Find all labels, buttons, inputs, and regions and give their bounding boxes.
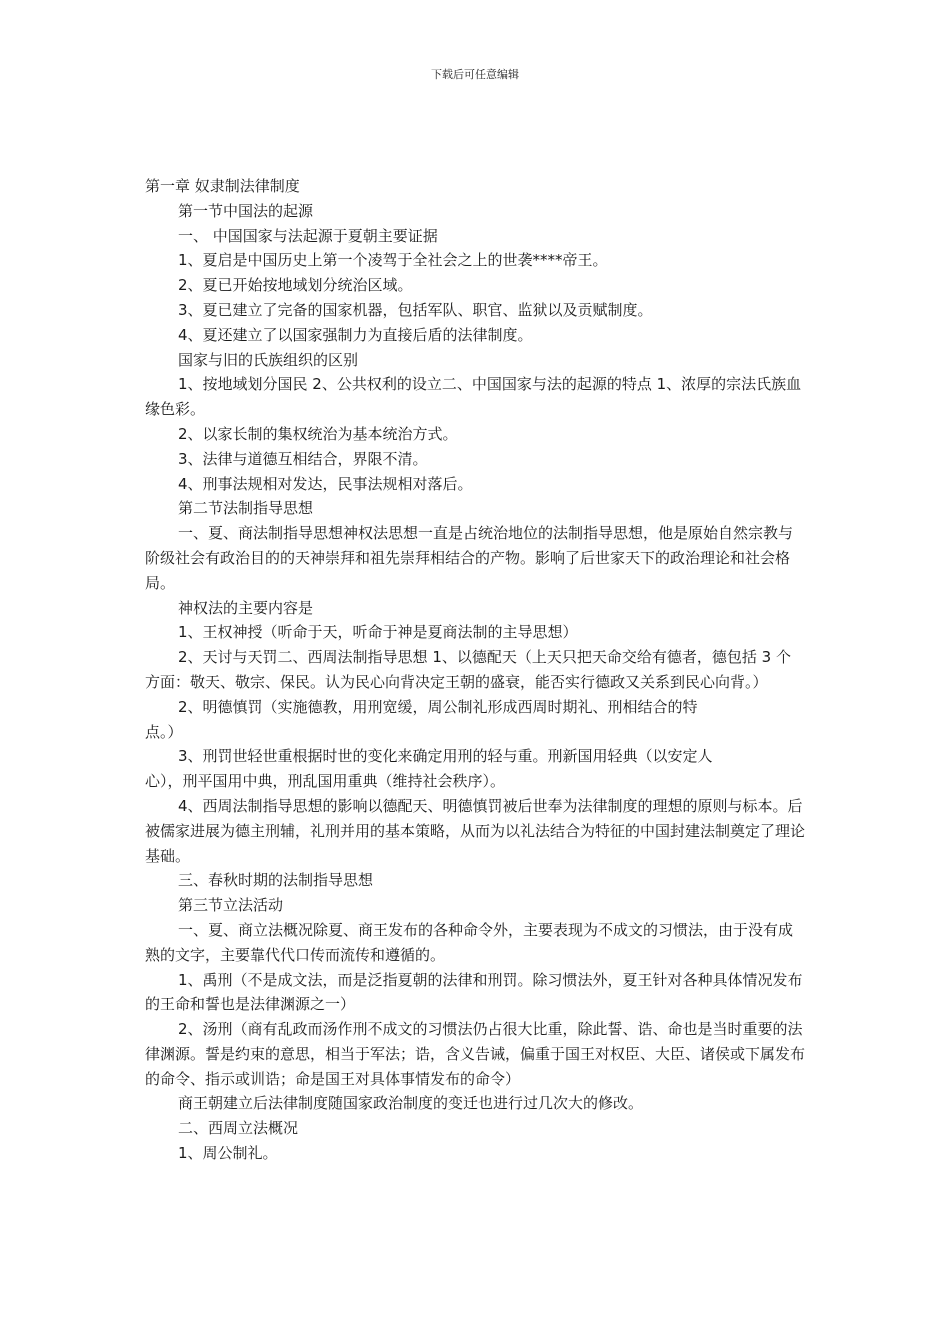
page-header: 下载后可任意编辑 xyxy=(431,68,519,81)
paragraph xyxy=(145,744,805,794)
sub-heading: 国家与旧的氏族组织的区别 xyxy=(178,350,359,369)
document-body xyxy=(145,174,805,1166)
paragraph-line: 点。） xyxy=(145,722,183,741)
sub-heading: 三、春秋时期的法制指导思想 xyxy=(178,871,374,890)
paragraph: 2、天讨与天罚二、西周法制指导思想 1、以德配天（上天只把天命交给有德者，德包括 3 个方面：敬天、敬宗、保民。认为民心向背决定王朝的盛衰，能否实行德政又关系到民心向背。） xyxy=(145,648,791,691)
paragraph-line: 2、明德慎罚（实施德教，用刑宽缓，周公制礼形成西周时期礼、刑相结合的特 xyxy=(178,697,698,716)
paragraph-line: 3、刑罚世轻世重根据时世的变化来确定用刑的轻与重。刑新国用轻典（以安定人 xyxy=(178,747,713,766)
paragraph: 4、刑事法规相对发达，民事法规相对落后。 xyxy=(178,474,473,493)
section-heading: 第一节中国法的起源 xyxy=(178,201,314,220)
paragraph: 1、王权神授（听命于天，听命于神是夏商法制的主导思想） xyxy=(178,623,578,642)
paragraph: 一、夏、商立法概况除夏、商王发布的各种命令外，主要表现为不成文的习惯法，由于没有成熟的文字，主要靠代代口传而流传和遵循的。 xyxy=(145,920,794,964)
paragraph: 2、夏已开始按地域划分统治区域。 xyxy=(178,276,413,295)
section-heading: 第三节立法活动 xyxy=(178,896,284,915)
paragraph: 1、按地域划分国民 2、公共权利的设立二、中国国家与法的起源的特点 1、浓厚的宗法氏族血缘色彩。 xyxy=(145,375,802,419)
paragraph xyxy=(145,695,805,745)
paragraph: 3、法律与道德互相结合，界限不清。 xyxy=(178,449,428,468)
sub-heading: 神权法的主要内容是 xyxy=(178,598,314,617)
paragraph: 4、夏还建立了以国家强制力为直接后盾的法律制度。 xyxy=(178,325,533,344)
sub-heading: 一、 中国国家与法起源于夏朝主要证据 xyxy=(178,226,438,245)
paragraph: 商王朝建立后法律制度随国家政治制度的变迁也进行过几次大的修改。 xyxy=(178,1094,644,1113)
paragraph: 2、汤刑（商有乱政而汤作刑不成文的习惯法仍占很大比重，除此誓、诰、命也是当时重要的法律渊源。誓是约束的意思，相当于军法；诰，含义告诫，偏重于国王对权臣、大臣、诸侯或下属发布的命令、指示或训诰；命是国王对具体事情发布的命令） xyxy=(145,1020,806,1088)
paragraph-line: 心），刑平国用中典，刑乱国用重典（维持社会秩序）。 xyxy=(145,772,506,791)
chapter-title: 第一章 奴隶制法律制度 xyxy=(145,177,300,195)
paragraph: 一、夏、商法制指导思想神权法思想一直是占统治地位的法制指导思想，他是原始自然宗教与阶级社会有政治目的的天神崇拜和祖先崇拜相结合的产物。影响了后世家天下的政治理论和社会格局。 xyxy=(145,524,794,592)
paragraph: 1、周公制礼。 xyxy=(178,1144,278,1163)
paragraph: 4、西周法制指导思想的影响以德配天、明德慎罚被后世奉为法律制度的理想的原则与标本。后被儒家进展为德主刑辅，礼刑并用的基本策略，从而为以礼法结合为特征的中国封建法制奠定了理论基础。 xyxy=(145,796,806,865)
paragraph: 2、以家长制的集权统治为基本统治方式。 xyxy=(178,424,458,443)
paragraph: 1、禹刑（不是成文法，而是泛指夏朝的法律和刑罚。除习惯法外，夏王针对各种具体情况发布的王命和誓也是法律渊源之一） xyxy=(145,970,803,1014)
section-heading: 第二节法制指导思想 xyxy=(178,499,314,518)
sub-heading: 二、西周立法概况 xyxy=(178,1119,299,1138)
paragraph: 3、夏已建立了完备的国家机器，包括军队、职官、监狱以及贡赋制度。 xyxy=(178,300,653,319)
paragraph: 1、夏启是中国历史上第一个凌驾于全社会之上的世袭****帝王。 xyxy=(178,251,608,270)
